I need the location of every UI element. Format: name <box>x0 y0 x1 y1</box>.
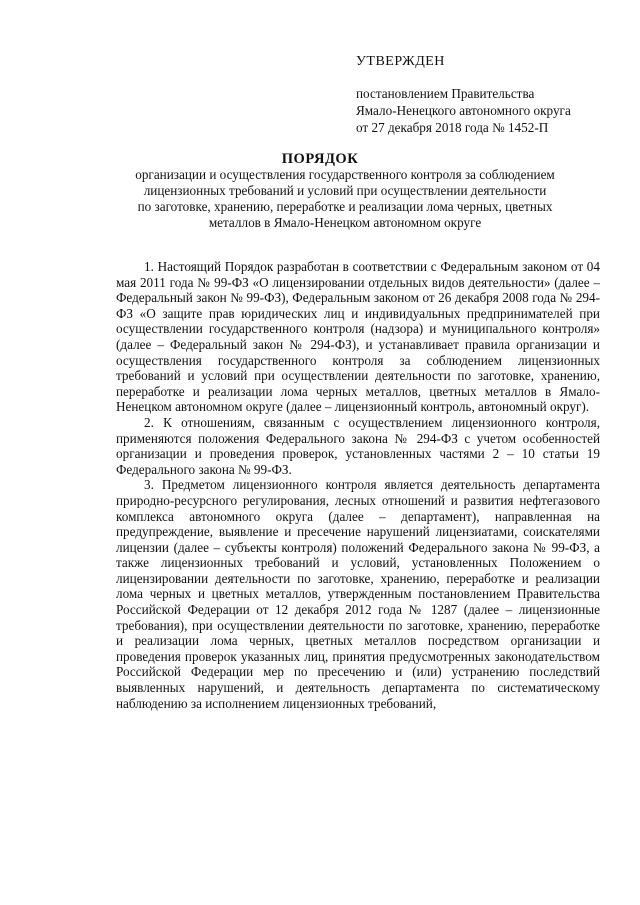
approval-details <box>356 85 571 136</box>
approval-stamp-heading: УТВЕРЖДЕН <box>356 54 445 69</box>
approval-line: Ямало-Ненецкого автономного округа <box>356 103 571 118</box>
paragraph-2: 2. К отношениям, связанным с осуществлением лицензионного контроля, применяются положения Федерального закона № 294-ФЗ с учетом особенностей организации и проведения проверок, установленных частями 2 – 10 статьи 19 Федерального закона № 99-ФЗ. <box>116 414 600 477</box>
document-subtitle <box>100 167 590 231</box>
document-body <box>116 259 600 711</box>
document-title: ПОРЯДОК <box>281 151 359 167</box>
paragraph-3: 3. Предметом лицензионного контроля является деятельность департамента природно-ресурсного регулирования, лесных отношений и развития нефтегазового комплекса автономного округа (далее – департамент), направленная на предупреждение, выявление и пресечение нарушений лицензиатами, соискателями лицензии (далее – субъекты контроля) положений Федерального закона № 99-ФЗ, а также лицензионных требований и условий, установленных Положением о лицензировании деятельности по заготовке, хранению, переработке и реализации лома черных и цветных металлов, утвержденным постановлением Правительства Российской Федерации от 12 декабря 2012 года № 1287 (далее – лицензионные требования), при осуществлении деятельности по заготовке, хранению, переработке и реализации лома черных, цветных металлов посредством организации и проведения проверок указанных лиц, принятия предусмотренных законодательством Российской Федерации мер по пресечению и (или) устранению последствий выявленных нарушений, и деятельность департамента по систематическому наблюдению за исполнением лицензионных требований, <box>116 477 600 711</box>
paragraph-1: 1. Настоящий Порядок разработан в соответствии с Федеральным законом от 04 мая 2011 года № 99-ФЗ «О лицензировании отдельных видов деятельности» (далее – Федеральный закон № 99-ФЗ), Федеральным законом от 26 декабря 2008 года № 294-ФЗ «О защите прав юридических лиц и индивидуальных предпринимателей при осуществлении государственного контроля (надзора) и муниципального контроля» (далее – Федеральный закон № 294-ФЗ), и устанавливает правила организации и осуществления государственного контроля за соблюдением лицензионных требований и условий при осуществлении деятельности по заготовке, хранению, переработке и реализации лома черных металлов, цветных металлов в Ямало-Ненецком автономном округе (далее – лицензионный контроль, автономный округ). <box>116 259 600 415</box>
subtitle-line: лицензионных требований и условий при осуществлении деятельности <box>143 183 547 198</box>
subtitle-line: по заготовке, хранению, переработке и реализации лома черных, цветных <box>137 199 553 214</box>
approval-line: от 27 декабря 2018 года № 1452-П <box>356 120 549 135</box>
subtitle-line: организации и осуществления государственного контроля за соблюдением <box>135 167 555 182</box>
subtitle-line: металлов в Ямало-Ненецком автономном округе <box>208 215 482 230</box>
approval-line: постановлением Правительства <box>356 86 535 101</box>
